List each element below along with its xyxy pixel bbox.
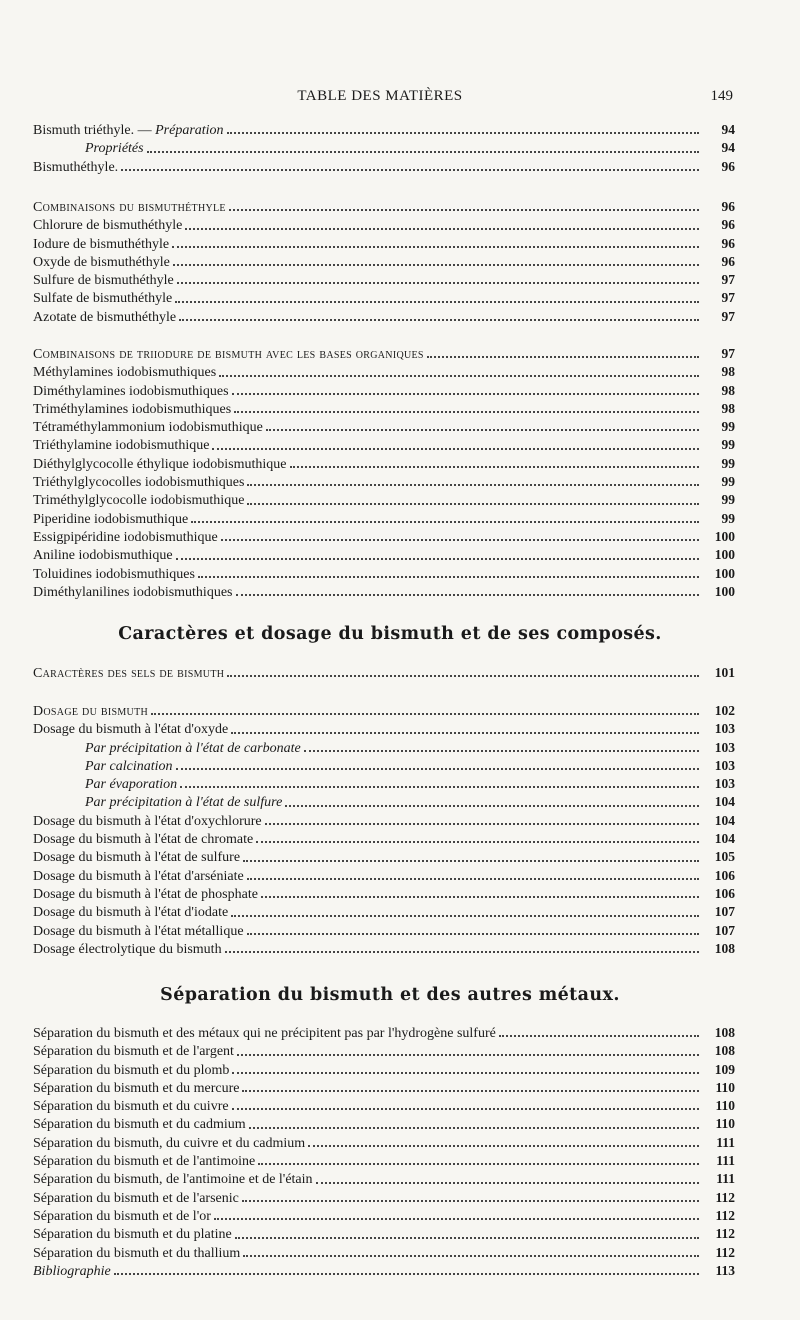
dot-leader (227, 675, 699, 677)
toc-entry-text: Séparation du bismuth et de l'argent (33, 1044, 234, 1060)
toc-entry-text: Oxyde de bismuthéthyle (33, 254, 170, 270)
toc-entry-label (33, 1171, 313, 1189)
toc-entry-page: 112 (715, 1189, 735, 1205)
toc-entry (33, 121, 735, 139)
toc-entry-text: Séparation du bismuth et des métaux qui ne précipitent pas par l'hydrogène sulfuré (33, 1026, 496, 1041)
toc-entry-italic-text: Préparation (155, 123, 224, 138)
toc-entry-page: 99 (721, 510, 735, 526)
dot-leader (290, 466, 699, 468)
toc-entry-label (33, 364, 216, 382)
toc-entry-page: 106 (714, 885, 735, 901)
toc-section-bismuth-triethyle (33, 121, 735, 176)
dot-leader (247, 503, 699, 505)
toc-entry (33, 473, 735, 491)
toc-entry-text: Diméthylanilines iodobismuthiques (33, 584, 233, 600)
toc-entry-label (33, 1263, 111, 1281)
dot-leader (234, 411, 699, 413)
toc-entry-page: 102 (714, 703, 735, 718)
toc-entry-text: Sulfure de bismuthéthyle (33, 273, 174, 289)
dot-leader (236, 594, 700, 596)
toc-section-dosage (33, 702, 735, 958)
toc-entry-label (33, 1226, 232, 1244)
toc-entry-text: Triéthylamine iodobismuthique (33, 438, 210, 454)
toc-entry (33, 1097, 735, 1115)
dot-leader (172, 246, 699, 248)
toc-entry-page: 105 (714, 849, 735, 865)
toc-entry (33, 271, 735, 289)
dot-leader (304, 750, 699, 752)
toc-entry-label (33, 199, 226, 217)
toc-entry-text: Dosage du bismuth à l'état d'iodate (33, 905, 229, 921)
toc-entry (33, 1189, 735, 1207)
toc-entry (33, 1152, 735, 1170)
toc-entry-label (33, 1043, 234, 1061)
toc-entry-page: 110 (715, 1079, 735, 1095)
dot-leader (225, 951, 699, 953)
toc-section-separation (33, 1024, 735, 1280)
toc-entry-label (33, 236, 169, 254)
toc-entry-text: Séparation du bismuth et du mercure (33, 1080, 240, 1096)
toc-entry-page: 98 (721, 364, 735, 380)
toc-entry-label (33, 1135, 305, 1153)
dot-leader (121, 169, 699, 171)
toc-entry-page: 100 (714, 528, 735, 544)
toc-entry-page: 96 (721, 158, 735, 174)
toc-entry (33, 382, 735, 400)
toc-entry (33, 400, 735, 418)
toc-entry-page: 104 (714, 831, 735, 847)
toc-entry-page: 100 (714, 547, 735, 563)
toc-entry-page: 97 (721, 346, 735, 361)
toc-entry (33, 363, 735, 381)
toc-entry-text: Dosage du bismuth (33, 704, 148, 719)
toc-entry (33, 139, 735, 157)
toc-entry-text: Séparation du bismuth et du cadmium (33, 1117, 246, 1133)
dot-leader (191, 521, 699, 523)
page-number: 149 (710, 88, 733, 104)
toc-entry-label (33, 290, 172, 308)
toc-entry-label (33, 456, 287, 474)
toc-entry-page: 104 (714, 812, 735, 828)
toc-entry (33, 583, 735, 601)
toc-entry-label (33, 941, 222, 959)
running-header-title: TABLE DES MATIÈRES (297, 88, 463, 104)
toc-entry-page: 94 (721, 122, 735, 137)
toc-entry-text: Triméthylamines iodobismuthiques (33, 401, 232, 417)
dot-leader (176, 768, 700, 770)
toc-entry (33, 528, 735, 546)
toc-entry-text: Dosage du bismuth à l'état de sulfure (33, 850, 241, 866)
toc-entry-page: 103 (714, 776, 735, 792)
dot-leader (114, 1273, 699, 1275)
toc-entry (33, 235, 735, 253)
toc-entry (33, 1115, 735, 1133)
toc-entry-text: Séparation du bismuth et du platine (33, 1227, 232, 1243)
toc-entry-text: Dosage du bismuth à l'état de phosphate (33, 886, 258, 902)
toc-entry-page: 110 (715, 1098, 735, 1114)
toc-entry-label (33, 383, 229, 401)
toc-entry (33, 739, 735, 757)
toc-entry-label (33, 511, 188, 529)
toc-entry (33, 885, 735, 903)
toc-entry-label (33, 1153, 255, 1171)
dot-leader (499, 1035, 699, 1037)
toc-entry-label (85, 794, 282, 812)
toc-entry-text: Azotate de bismuthéthyle (33, 309, 177, 325)
toc-entry-text: Séparation du bismuth et de l'antimoine (33, 1154, 256, 1170)
dot-leader (221, 539, 699, 541)
dot-leader (235, 1237, 699, 1239)
toc-entry (33, 565, 735, 583)
toc-entry (33, 720, 735, 738)
dot-leader (308, 1145, 699, 1147)
toc-entry-page: 96 (721, 235, 735, 251)
toc-entry-label (33, 492, 244, 510)
toc-entry (33, 253, 735, 271)
toc-entry-page: 98 (721, 382, 735, 398)
toc-entry-label (33, 401, 231, 419)
toc-entry-label (33, 1062, 229, 1080)
dot-leader (247, 878, 699, 880)
toc-entry-label (33, 813, 262, 831)
toc-entry-label (33, 665, 224, 683)
toc-entry-text: Tétraméthylammonium iodobismuthique (33, 420, 263, 436)
toc-entry-page: 99 (721, 419, 735, 435)
dot-leader (227, 132, 699, 134)
toc-entry-text: Bismuthéthyle. (33, 159, 119, 175)
toc-entry-italic-text: Propriétés (85, 141, 144, 157)
dot-leader (219, 375, 699, 377)
toc-entry-text: Dosage du bismuth à l'état métallique (33, 923, 244, 939)
toc-entry-page: 112 (715, 1226, 735, 1242)
dot-leader (285, 805, 699, 807)
dot-leader (231, 915, 699, 917)
toc-entry-label (33, 831, 253, 849)
dot-leader (212, 448, 699, 450)
toc-entry-page: 108 (714, 1025, 735, 1040)
toc-entry (33, 455, 735, 473)
dot-leader (316, 1182, 699, 1184)
toc-entry-page: 96 (721, 199, 735, 214)
toc-entry-page: 113 (715, 1262, 735, 1278)
toc-entry (33, 216, 735, 234)
toc-entry-label (33, 217, 182, 235)
toc-entry-page: 103 (714, 739, 735, 755)
toc-entry-label (33, 1025, 496, 1043)
dot-leader (256, 841, 699, 843)
toc-entry-label (33, 474, 244, 492)
dot-leader (179, 319, 699, 321)
toc-entry-text: Dosage du bismuth à l'état d'oxychlorure (33, 813, 262, 829)
toc-entry (33, 436, 735, 454)
toc-entry-page: 98 (721, 400, 735, 416)
toc-entry-text: Dosage électrolytique du bismuth (33, 941, 222, 957)
toc-entry (33, 546, 735, 564)
dot-leader (173, 264, 699, 266)
toc-entry (33, 757, 735, 775)
toc-entry-italic-text: Par précipitation à l'état de carbonate (85, 740, 301, 756)
dot-leader (176, 558, 699, 560)
toc-entry-text: Sulfate de bismuthéthyle (33, 291, 173, 307)
toc-entry-page: 107 (714, 904, 735, 920)
toc-entry-text: Diméthylamines iodobismuthiques (33, 383, 229, 399)
toc-entry-page: 100 (714, 565, 735, 581)
toc-entry-text: Combinaisons de triiodure de bismuth avec les bases organiques (33, 347, 424, 362)
toc-entry-text: Dosage du bismuth à l'état de chromate (33, 832, 254, 848)
toc-entry-label (33, 272, 174, 290)
toc-entry-label (33, 566, 195, 584)
dot-leader (177, 282, 699, 284)
toc-entry-text: Séparation du bismuth et du plomb (33, 1062, 230, 1078)
toc-entry-label (33, 1245, 240, 1263)
toc-entry (33, 702, 735, 720)
toc-entry (33, 158, 735, 176)
section-heading-caracteres: Caractères et dosage du bismuth et de ses composés. (118, 624, 662, 644)
toc-entry-label (85, 740, 301, 758)
toc-entry (33, 1061, 735, 1079)
toc-entry-page: 103 (714, 721, 735, 737)
toc-entry-page: 96 (721, 253, 735, 269)
toc-entry-text: Dosage du bismuth à l'état d'oxyde (33, 722, 229, 738)
toc-entry (33, 1225, 735, 1243)
toc-entry-text: Méthylamines iodobismuthiques (33, 365, 217, 381)
toc-entry-text: Aniline iodobismuthique (33, 548, 173, 564)
toc-entry-italic-text: Bibliographie (33, 1263, 111, 1279)
toc-entry (33, 848, 735, 866)
toc-entry-label (85, 776, 177, 794)
toc-section-bismuthethyle (33, 198, 735, 326)
toc-entry-label (33, 1080, 239, 1098)
toc-entry-page: 108 (714, 1043, 735, 1059)
toc-entry (33, 289, 735, 307)
toc-entry (33, 867, 735, 885)
toc-entry (33, 830, 735, 848)
dot-leader (232, 393, 699, 395)
toc-entry (33, 308, 735, 326)
toc-entry-label (33, 584, 233, 602)
toc-entry-label (33, 1098, 229, 1116)
toc-section-caracteres (33, 664, 735, 682)
dot-leader (427, 356, 699, 358)
dot-leader (231, 732, 699, 734)
toc-entry-label (33, 122, 224, 140)
toc-entry-label (33, 254, 170, 272)
toc-entry-page: 97 (721, 308, 735, 324)
toc-entry-text: Combinaisons du bismuthéthyle (33, 200, 226, 215)
toc-entry-page: 99 (721, 474, 735, 490)
toc-entry-label (33, 1116, 246, 1134)
toc-entry-page: 111 (716, 1134, 735, 1150)
dot-leader (258, 1163, 699, 1165)
toc-entry-label (33, 868, 244, 886)
toc-entry-page: 99 (721, 492, 735, 508)
toc-entry-label (33, 703, 148, 721)
toc-entry-page: 97 (721, 272, 735, 288)
toc-entry (33, 793, 735, 811)
dot-leader (198, 576, 699, 578)
toc-entry-page: 100 (714, 583, 735, 599)
toc-entry (33, 1262, 735, 1280)
toc-entry (33, 345, 735, 363)
toc-entry-page: 111 (716, 1171, 735, 1187)
toc-entry-page: 94 (721, 140, 735, 156)
toc-entry-text: Iodure de bismuthéthyle (33, 236, 170, 252)
toc-section-triiodure (33, 345, 735, 601)
toc-entry-page: 107 (714, 922, 735, 938)
toc-entry-page: 103 (714, 757, 735, 773)
toc-entry-page: 99 (721, 455, 735, 471)
dot-leader (247, 484, 699, 486)
toc-entry (33, 1079, 735, 1097)
toc-entry-text: Piperidine iodobismuthique (33, 511, 189, 527)
dot-leader (243, 1255, 699, 1257)
toc-entry-page: 112 (715, 1207, 735, 1223)
toc-entry-label (33, 309, 176, 327)
toc-entry-text: Bismuth triéthyle. — (33, 123, 156, 138)
dot-leader (266, 429, 699, 431)
toc-entry-page: 109 (714, 1061, 735, 1077)
toc-entry-text: Séparation du bismuth et de l'arsenic (33, 1190, 239, 1206)
toc-entry-page: 96 (721, 217, 735, 233)
dot-leader (185, 228, 699, 230)
toc-entry-italic-text: Par précipitation à l'état de sulfure (85, 795, 283, 811)
toc-entry-label (33, 923, 244, 941)
section-heading-separation: Séparation du bismuth et des autres métaux. (160, 985, 620, 1005)
toc-entry-page: 99 (721, 437, 735, 453)
toc-entry-label (33, 419, 263, 437)
toc-entry-label (33, 437, 209, 455)
toc-entry-italic-text: Par évaporation (85, 777, 178, 793)
dot-leader (243, 860, 699, 862)
dot-leader (265, 823, 699, 825)
toc-entry-text: Triéthylglycocolles iodobismuthiques (33, 475, 245, 491)
toc-entry-label (33, 529, 218, 547)
dot-leader (237, 1054, 699, 1056)
toc-entry-text: Séparation du bismuth et du cuivre (33, 1099, 229, 1115)
toc-entry-text: Toluidines iodobismuthiques (33, 566, 195, 582)
toc-entry-text: Triméthylglycocolle iodobismuthique (33, 493, 245, 509)
dot-leader (232, 1072, 699, 1074)
toc-entry (33, 198, 735, 216)
toc-entry-text: Séparation du bismuth, de l'antimoine et de l'étain (33, 1172, 313, 1188)
toc-entry-label (33, 1208, 211, 1226)
dot-leader (147, 151, 699, 153)
toc-entry-label (33, 721, 228, 739)
toc-entry (33, 418, 735, 436)
toc-entry-text: Essigpipéridine iodobismuthique (33, 529, 218, 545)
toc-entry (33, 664, 735, 682)
toc-entry-label (33, 886, 258, 904)
toc-entry (33, 1207, 735, 1225)
toc-entry (33, 903, 735, 921)
dot-leader (232, 1108, 699, 1110)
toc-entry-text: Dosage du bismuth à l'état d'arséniate (33, 868, 244, 884)
toc-entry-label (33, 346, 424, 364)
toc-entry-label (33, 849, 240, 867)
dot-leader (229, 209, 699, 211)
toc-entry (33, 1244, 735, 1262)
toc-entry-text: Séparation du bismuth, du cuivre et du cadmium (33, 1135, 306, 1151)
toc-entry-page: 97 (721, 290, 735, 306)
toc-entry (33, 1134, 735, 1152)
toc-entry (33, 812, 735, 830)
toc-entry (33, 1042, 735, 1060)
dot-leader (180, 786, 699, 788)
toc-entry (33, 491, 735, 509)
toc-entry (33, 510, 735, 528)
dot-leader (247, 933, 699, 935)
toc-entry-page: 110 (715, 1116, 735, 1132)
toc-entry-text: Séparation du bismuth et de l'or (33, 1208, 211, 1224)
toc-entry-text: Chlorure de bismuthéthyle (33, 218, 183, 234)
toc-entry-page: 101 (714, 665, 735, 680)
toc-entry (33, 775, 735, 793)
toc-entry-page: 108 (714, 940, 735, 956)
dot-leader (175, 301, 699, 303)
dot-leader (151, 713, 699, 715)
toc-entry-text: Caractères des sels de bismuth (33, 666, 225, 681)
toc-entry-text: Séparation du bismuth et du thallium (33, 1245, 241, 1261)
dot-leader (214, 1218, 699, 1220)
toc-entry-label (33, 547, 173, 565)
toc-entry-label (33, 904, 228, 922)
dot-leader (242, 1200, 699, 1202)
toc-entry-page: 104 (714, 794, 735, 810)
dot-leader (261, 896, 699, 898)
toc-entry (33, 1170, 735, 1188)
toc-entry (33, 1024, 735, 1042)
toc-entry-label (85, 758, 173, 776)
toc-entry (33, 922, 735, 940)
dot-leader (242, 1090, 699, 1092)
toc-entry-italic-text: Par calcination (85, 758, 173, 774)
toc-entry-page: 111 (716, 1153, 735, 1169)
toc-entry-label (85, 140, 144, 158)
dot-leader (249, 1127, 699, 1129)
toc-entry-label (33, 1190, 239, 1208)
toc-entry (33, 940, 735, 958)
toc-entry-text: Diéthylglycocolle éthylique iodobismuthique (33, 456, 287, 472)
toc-entry-page: 106 (714, 867, 735, 883)
toc-entry-label (33, 159, 118, 177)
toc-entry-page: 112 (715, 1244, 735, 1260)
